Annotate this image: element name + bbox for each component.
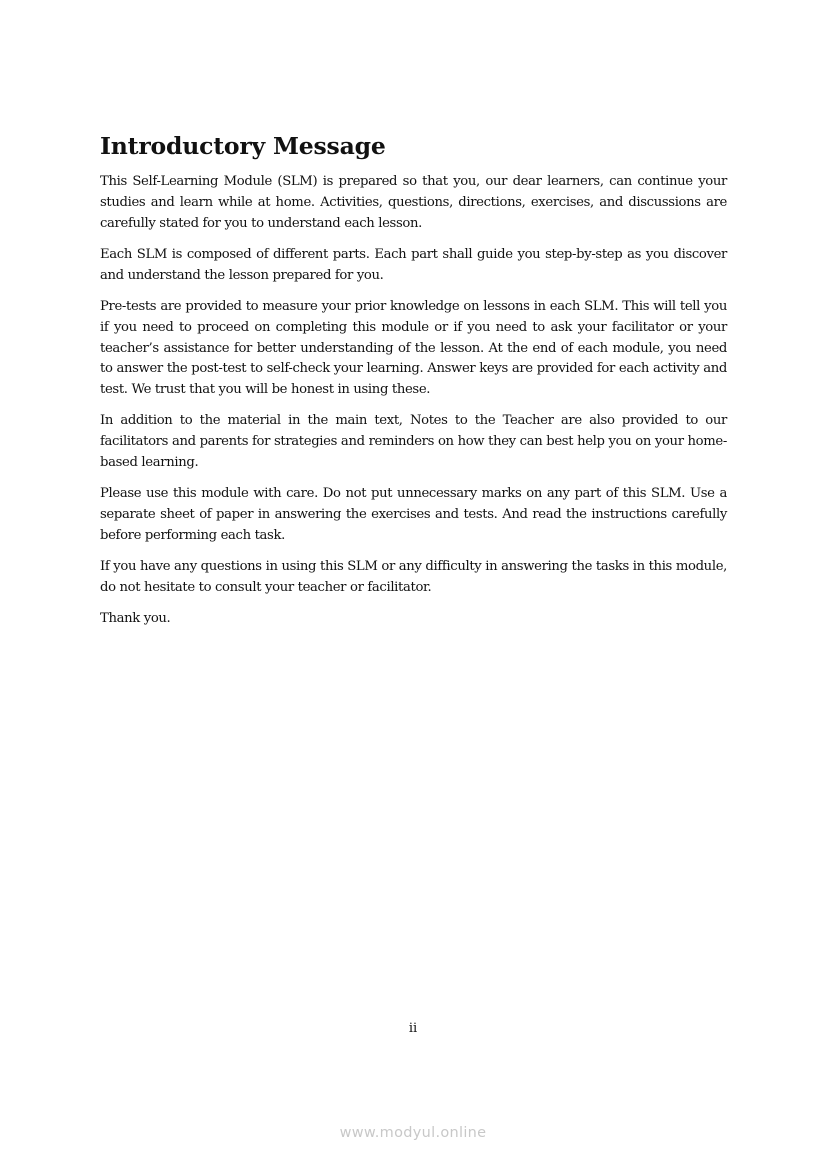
- page-title: Introductory Message: [100, 132, 386, 160]
- paragraph-care: Please use this module with care. Do not put unnecessary marks on any part of this SLM. Use a separate sheet of paper in answering the exercises and tests. And read the instructions carefully before performing each task.: [100, 486, 727, 543]
- paragraph-questions: If you have any questions in using this SLM or any difficulty in answering the tasks in this module, do not hesitate to consult your teacher or facilitator.: [100, 559, 727, 596]
- paragraph-parts: Each SLM is composed of different parts. Each part shall guide you step-by-step as you discover and understand the lesson prepared for you.: [100, 246, 727, 283]
- paragraph-teacher-notes: In addition to the material in the main text, Notes to the Teacher are also provided to our facilitators and parents for strategies and reminders on how they can best help you on your home-based learning.: [100, 413, 727, 471]
- paragraph-intro: This Self-Learning Module (SLM) is prepared so that you, our dear learners, can continue your studies and learn while at home. Activities, questions, directions, exercises, and discussions are carefully stated for you to understand each lesson.: [100, 174, 727, 231]
- document-page: [100, 131, 727, 641]
- paragraph-pretests: Pre-tests are provided to measure your prior knowledge on lessons in each SLM. This will tell you if you need to proceed on completing this module or if you need to ask your facilitator or your teacher’s assistance for better understanding of the lesson. At the end of each module, you need to answer the post-test to self-check your learning. Answer keys are provided for each activity and test. We trust that you will be honest in using these.: [100, 298, 727, 398]
- watermark: www.modyul.online: [339, 1125, 487, 1141]
- paragraph-thanks: Thank you.: [100, 611, 171, 627]
- page-number: ii: [408, 1021, 418, 1036]
